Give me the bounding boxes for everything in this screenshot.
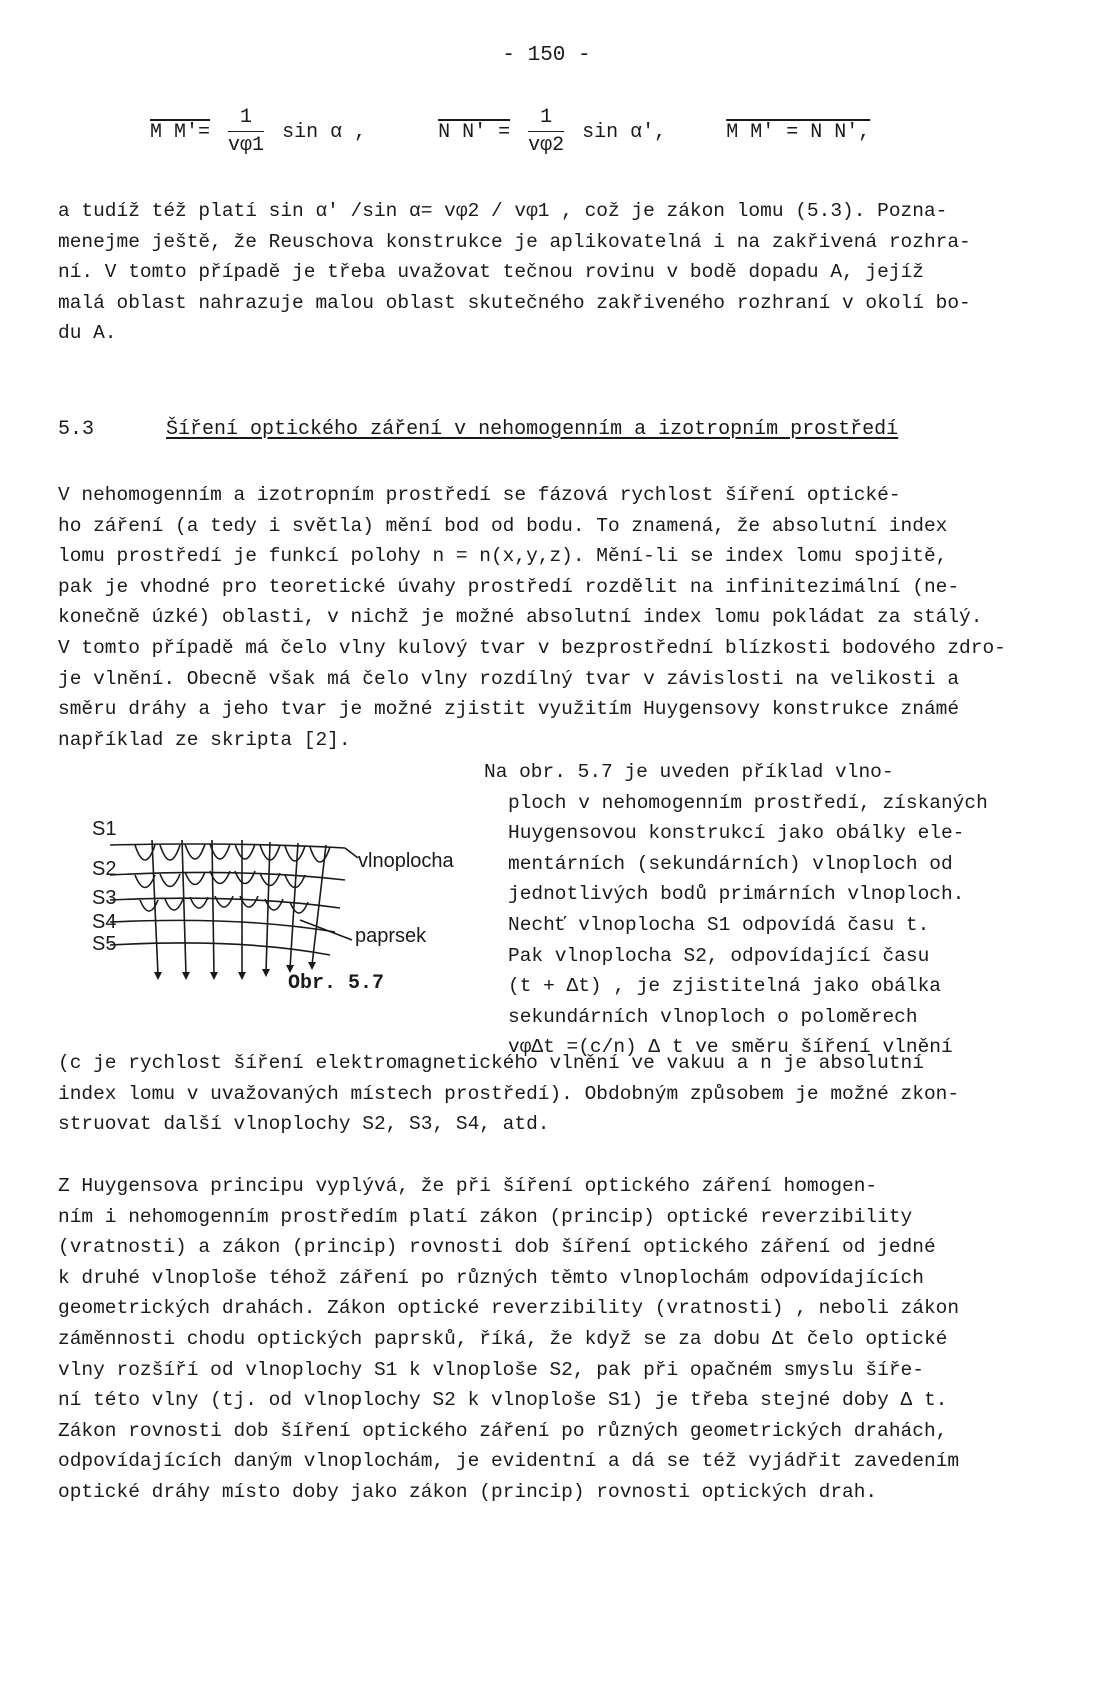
section-heading [58, 418, 898, 441]
text-line: Huygensovou konstrukcí jako obálky ele- [508, 822, 965, 845]
label-s5: S5 [92, 933, 117, 955]
eq1-numerator: 1 [228, 106, 264, 132]
text-line: (vratnosti) a zákon (princip) rovnosti dob šíření optického záření od jedné [58, 1236, 936, 1259]
paragraph-5 [58, 1171, 1048, 1508]
eq2-lhs: N N′ = [438, 120, 511, 144]
text-line: ní této vlny (tj. od vlnoplochy S2 k vlnoploše S1) je třeba stejné doby Δ t. [58, 1389, 948, 1412]
page-number: - 150 - [502, 44, 591, 67]
paragraph-2 [58, 480, 1048, 755]
wavefront-s5 [110, 943, 330, 955]
text-line: lomu prostředí je funkcí polohy n = n(x,y,z). Mění-li se index lomu spojitě, [58, 545, 948, 568]
text-line: index lomu v uvažovaných místech prostředí). Obdobným způsobem je možné zkon- [58, 1082, 960, 1105]
text-line: například ze skripta [2]. [58, 728, 351, 751]
text-line: a tudíž též platí sin α′ /sin α= vφ2 / vφ1 , což je zákon lomu (5.3). Pozna- [58, 200, 948, 222]
eq2-rhs: sin α′, [582, 120, 667, 144]
paragraph-3 [484, 757, 1048, 1063]
text-line: sekundárních vlnoploch o poloměrech [508, 1005, 918, 1028]
eq2-denominator: vφ2 [528, 134, 565, 157]
text-line: malá oblast nahrazuje malou oblast skutečného zakřiveného rozhraní v okolí bo- [58, 291, 971, 314]
ray-pointer [300, 920, 352, 940]
text-line: odpovídajících daným vlnoplochám, je evidentní a dá se též vyjádřit zavedením [58, 1450, 960, 1473]
text-line: pak je vhodné pro teoretické úvahy prostředí rozdělit na infinitezimální (ne- [58, 575, 960, 598]
text-line: V nehomogenním a izotropním prostředí se fázová rychlost šíření optické- [58, 484, 901, 506]
label-s4: S4 [92, 911, 117, 933]
equation-line [150, 106, 870, 157]
label-vlnoplocha: vlnoplocha [358, 850, 454, 872]
eq1-rhs: sin α , [282, 120, 367, 144]
text-line: (c je rychlost šíření elektromagnetického vlnění ve vakuu a n je absolutní [58, 1052, 924, 1074]
text-line: Nechť vlnoplocha S1 odpovídá času t. [508, 913, 930, 936]
text-line: záměnnosti chodu optických paprsků, říká, že když se za dobu Δt čelo optické [58, 1327, 948, 1350]
wavefront-pointer [345, 848, 358, 858]
section-title: Šíření optického záření v nehomogenním a izotropním prostředí [166, 418, 899, 441]
text-line: Zákon rovnosti dob šíření optického záření po různých geometrických drahách, [58, 1419, 948, 1442]
text-line: menejme ještě, že Reuschova konstrukce je aplikovatelná i na zakřivená rozhra- [58, 230, 971, 253]
paragraph-4 [58, 1048, 1048, 1140]
text-line: (t + Δt) , je zjistitelná jako obálka [508, 975, 941, 998]
text-line: ní. V tomto případě je třeba uvažovat tečnou rovinu v bodě dopadu A, jejíž [58, 261, 924, 284]
figure-5-7 [90, 800, 510, 990]
text-line: Pak vlnoplocha S2, odpovídající času [508, 944, 930, 967]
text-line: optické dráhy místo doby jako zákon (princip) rovnosti optických drah. [58, 1480, 878, 1503]
eq1-fraction [228, 106, 264, 157]
eq3: M M′ = N N′, [726, 120, 871, 144]
text-line: struovat další vlnoplochy S2, S3, S4, atd. [58, 1113, 550, 1136]
label-s1: S1 [92, 818, 117, 840]
text-line: k druhé vlnoploše téhož záření po různých těmto vlnoplochám odpovídajících [58, 1266, 924, 1289]
text-line: geometrických drahách. Zákon optické reverzibility (vratnosti) , neboli zákon [58, 1297, 960, 1320]
text-line: du A. [58, 322, 117, 345]
text-line: Na obr. 5.7 je uveden příklad vlno- [484, 761, 894, 783]
label-s3: S3 [92, 887, 117, 909]
paragraph-1 [58, 196, 1048, 349]
eq1-denominator: vφ1 [228, 134, 265, 157]
text-line: mentárních (sekundárních) vlnoploch od [508, 852, 953, 875]
text-line: vlny rozšíří od vlnoplochy S1 k vlnoploše S2, pak při opačném smyslu šíře- [58, 1358, 924, 1381]
text-line: vφΔt =(c/n) Δ t ve směru šíření vlnění [508, 1036, 953, 1059]
text-line: je vlnění. Obecně však má čelo vlny rozdílný tvar v závislosti na velikosti a [58, 667, 960, 690]
text-line: Z Huygensova principu vyplývá, že při šíření optického záření homogen- [58, 1175, 878, 1197]
figure-caption: Obr. 5.7 [288, 972, 385, 995]
text-line: směru dráhy a jeho tvar je možné zjistit využitím Huygensovy konstrukce známé [58, 698, 960, 721]
section-number: 5.3 [58, 418, 95, 441]
eq2-fraction [528, 106, 564, 157]
eq1-lhs: M M′= [150, 120, 211, 144]
label-s2: S2 [92, 858, 117, 880]
wavefront-diagram [90, 800, 510, 990]
eq2-numerator: 1 [528, 106, 564, 132]
label-paprsek: paprsek [355, 925, 427, 947]
text-line: ho záření (a tedy i světla) mění bod od bodu. To znamená, že absolutní index [58, 514, 948, 537]
text-line: jednotlivých bodů primárních vlnoploch. [508, 883, 965, 906]
wavefront-s4 [110, 920, 335, 932]
text-line: konečně úzké) oblasti, v nichž je možné absolutní index lomu pokládat za stálý. [58, 606, 983, 629]
text-line: V tomto případě má čelo vlny kulový tvar v bezprostřední blízkosti bodového zdro- [58, 636, 1006, 659]
text-line: ploch v nehomogenním prostředí, získaných [508, 791, 988, 814]
text-line: ním i nehomogenním prostředím platí zákon (princip) optické reverzibility [58, 1205, 913, 1228]
